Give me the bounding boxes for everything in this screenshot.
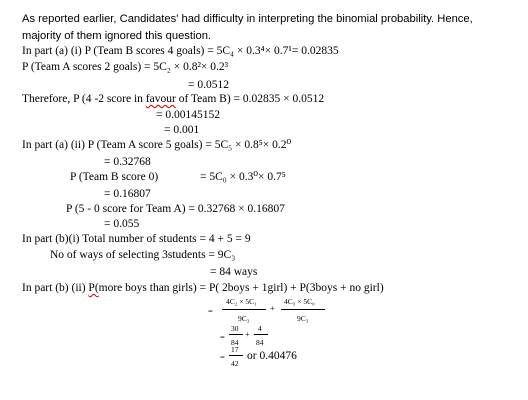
frac1-bar	[222, 309, 266, 310]
frac3-denominator: 84	[231, 338, 239, 347]
frac2-bar	[281, 309, 325, 310]
part-a-i-teamA-2: P (Team A scores 2 goals) = 5C₂ × 0.8²× 0.2³	[22, 61, 229, 73]
part-a-ii-teamB-0-label: P (Team B score 0)	[70, 171, 159, 183]
intro-line-1: As reported earlier, Candidates' had difficulty in interpreting the binomial probability. Hence,	[22, 13, 473, 25]
therefore-favour-word: favour	[145, 93, 176, 105]
eq-sign-2: =	[220, 332, 225, 342]
frac2-denominator: 9C₃	[297, 314, 309, 323]
part-a-ii-teamB-0-expr: = 5C₀ × 0.3⁰× 0.7⁵	[200, 171, 286, 183]
frac2-numerator: 4C₃ × 5C₀	[284, 297, 315, 306]
part-a-i-teamB-4: In part (a) (i) P (Team B scores 4 goals) = 5C₄ × 0.3⁴× 0.7¹= 0.02835	[22, 45, 339, 57]
part-a-ii-teamB-0-result: = 0.16807	[104, 188, 151, 200]
part-b-i-ways-result: = 84 ways	[210, 266, 258, 278]
frac5-bar	[229, 355, 243, 356]
part-b-ii-rest: more boys than girls) = P( 2boys + 1girl) + P(3boys + no girl)	[98, 282, 384, 294]
part-b-ii-prefix: In part (b) (ii)	[22, 282, 89, 294]
frac4-bar	[254, 334, 268, 335]
part-b-ii-statement	[22, 283, 384, 295]
part-a-ii-teamA-5-result: = 0.32768	[104, 156, 151, 168]
therefore-suffix: of Team B) = 0.02835 × 0.0512	[175, 93, 325, 105]
frac1-denominator: 9C₃	[238, 314, 250, 323]
part-a-i-result-2: = 0.001	[164, 124, 200, 136]
frac5-numerator: 17	[231, 345, 239, 354]
part-a-ii-final: P (5 - 0 score for Team A) = 0.32768 × 0.16807	[66, 203, 285, 215]
final-decimal: or 0.40476	[247, 350, 297, 362]
eq-sign-1: =	[208, 306, 213, 316]
frac4-denominator: 84	[256, 338, 264, 347]
frac3-numerator: 30	[231, 324, 239, 333]
frac4-numerator: 4	[258, 324, 262, 333]
plus-sign-2: +	[245, 329, 250, 339]
part-b-ii-p-word: P(	[88, 282, 99, 294]
therefore-prefix: Therefore, P (4 -2 score in	[22, 93, 146, 105]
eq-sign-3: =	[220, 352, 225, 362]
plus-sign: +	[270, 303, 275, 313]
part-a-ii-teamA-5: In part (a) (ii) P (Team A score 5 goals) = 5C₅ × 0.8⁵× 0.2⁰	[22, 139, 292, 151]
part-a-i-result-1: = 0.00145152	[156, 109, 220, 121]
frac3-bar	[229, 334, 243, 335]
intro-line-2: majority of them ignored this question.	[22, 30, 212, 42]
frac5-denominator: 42	[231, 359, 239, 368]
part-b-i-total: In part (b)(i) Total number of students = 4 + 5 = 9	[22, 233, 251, 245]
part-a-ii-final-result: = 0.055	[104, 218, 140, 230]
part-a-i-therefore	[22, 94, 324, 106]
part-a-i-teamA-2-result: = 0.0512	[188, 79, 229, 91]
frac1-numerator: 4C₂ × 5C₁	[226, 297, 257, 306]
part-b-i-ways: No of ways of selecting 3students = 9C₃	[50, 249, 236, 261]
